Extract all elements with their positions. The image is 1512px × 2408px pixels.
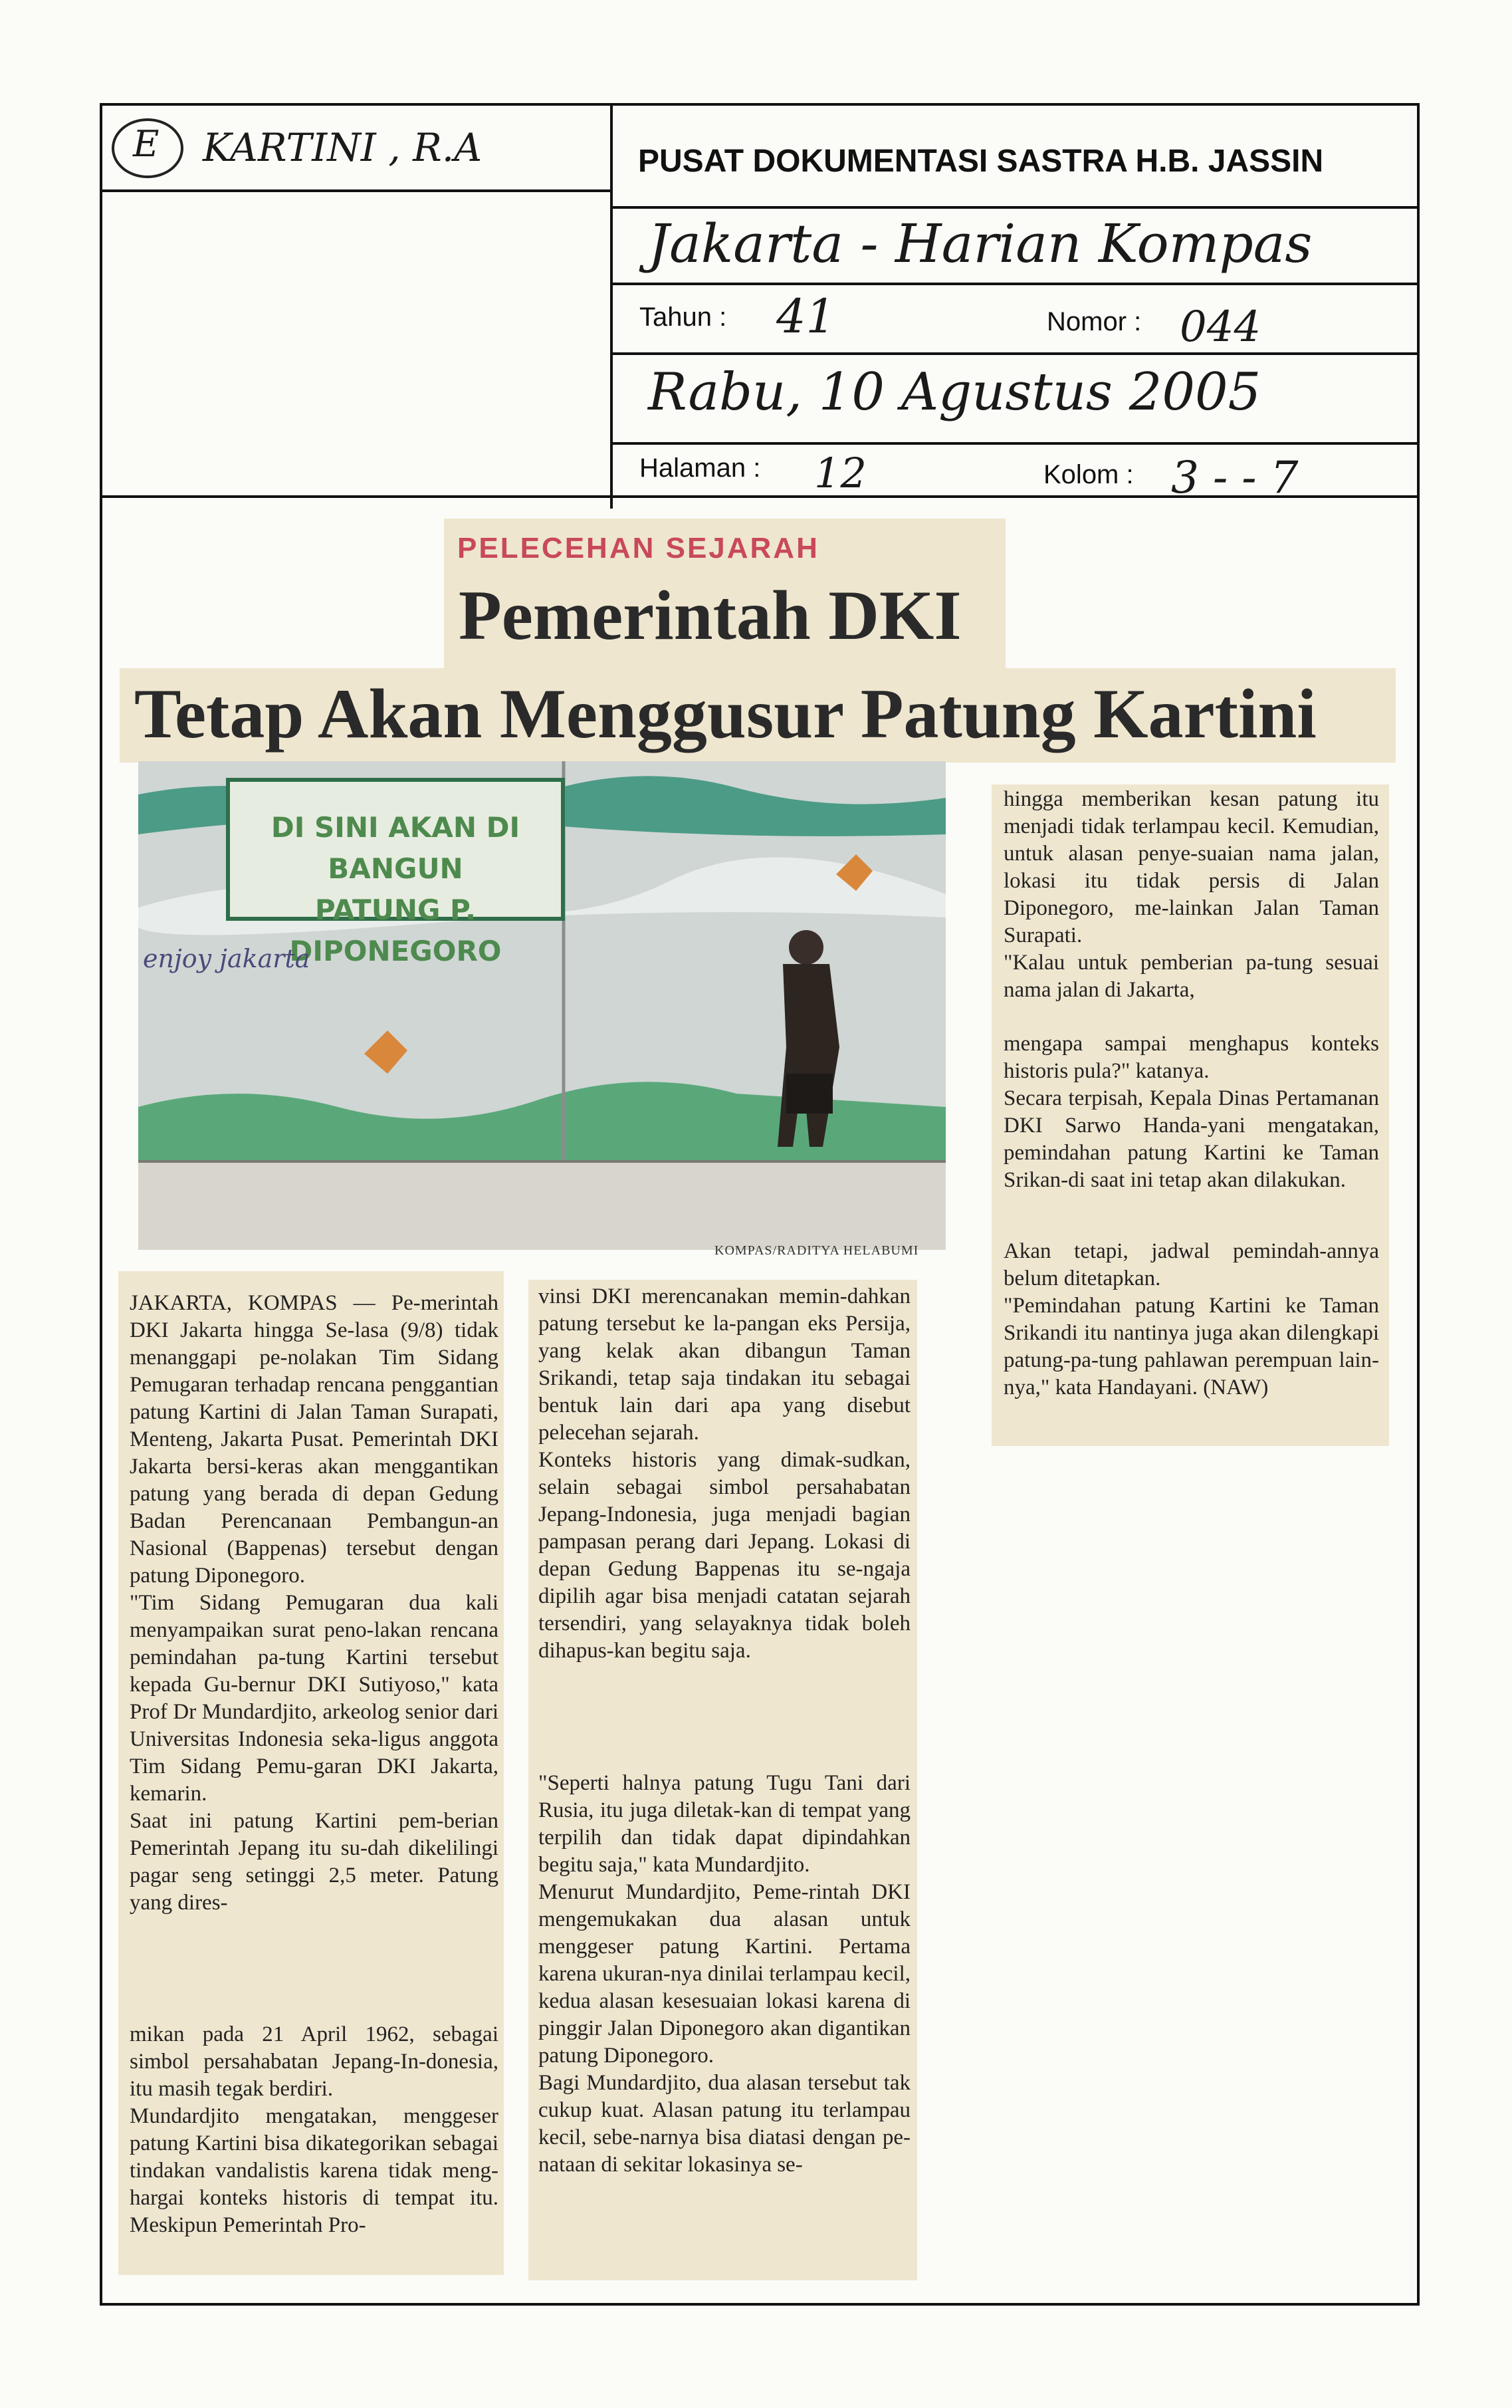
tag-note: KARTINI , R.A	[203, 125, 483, 170]
form-divider	[100, 189, 611, 192]
form-divider	[610, 352, 1420, 355]
halaman-label: Halaman :	[639, 453, 761, 483]
kicker: PELECEHAN SEJARAH	[457, 532, 819, 564]
nomor-value: 044	[1180, 302, 1261, 352]
kolom-value: 3 - - 7	[1171, 452, 1299, 503]
halaman-value: 12	[814, 449, 867, 497]
photo-logo: enjoy jakarta	[143, 944, 310, 973]
photo-credit: KOMPAS/RADITYA HELABUMI	[714, 1243, 919, 1258]
tag-letter: E	[133, 123, 160, 165]
kolom-label: Kolom :	[1043, 460, 1134, 489]
right-column-text: hingga memberikan kesan patung itu menjadi tidak terlampau kecil. Kemudian, untuk alasan penye-suaian nama jalan, lokasi itu tidak persis di Jalan Diponegoro, me-lainkan Jalan Taman Surapati. "Kalau untuk pemberian pa-tung sesuai nama jalan di Jakarta,	[1004, 787, 1379, 1002]
tahun-value: 41	[776, 289, 836, 344]
form-divider	[610, 103, 613, 509]
right-column-text-2: mengapa sampai menghapus konteks historis pula?" katanya. Secara terpisah, Kepala Dinas Pertamanan DKI Sarwo Handa-yani mengatakan, pemindahan patung Kartini ke Taman Srikan-di saat ini tetap akan dilakukan.	[1004, 1032, 1379, 1192]
archive-name: PUSAT DOKUMENTASI SASTRA H.B. JASSIN	[638, 144, 1324, 179]
photo-sign	[226, 778, 565, 967]
right-column-text-3: Akan tetapi, jadwal pemindah-annya belum ditetapkan. "Pemindahan patung Kartini ke Taman Srikandi itu nantinya juga akan dilengkapi patung-pa-tung pahlawan perempuan lain-nya," kata Handayani. (NAW)	[1004, 1239, 1379, 1399]
headline-1: Pemerintah DKI	[459, 576, 962, 654]
photo-sign-text: DI SINI AKAN DI BANGUN PATUNG P. DIPONEGORO	[270, 811, 520, 967]
left-column-text-2: mikan pada 21 April 1962, sebagai simbol persahabatan Jepang-In-donesia, itu masih tegak berdiri. Mundardjito mengatakan, menggeser patung Kartini bisa dikategorikan sebagai tindakan vandalistis karena tidak meng-hargai konteks historis di tempat itu. Meskipun Pemerintah Pro-	[130, 2022, 498, 2237]
source-handwritten: Jakarta - Harian Kompas	[648, 213, 1313, 275]
middle-column-text: vinsi DKI merencanakan memin-dahkan patung tersebut ke la-pangan eks Persija, yang kelak akan dibangun Taman Srikandi, tetap saja tindakan itu sebagai bentuk lain dari apa yang disebut pelecehan sejarah. Konteks historis yang dimak-sudkan, selain sebagai simbol persahabatan Jepang-Indonesia, juga menjadi bagian pampasan perang dari Jepang. Lokasi di depan Gedung Bappenas itu se-ngaja dipilih agar bisa menjadi catatan sejarah tersendiri, yang selayaknya tidak boleh dihapus-kan begitu saja.	[538, 1284, 911, 1663]
nomor-label: Nomor :	[1047, 307, 1142, 336]
date-handwritten: Rabu, 10 Agustus 2005	[648, 362, 1261, 422]
form-divider	[610, 442, 1420, 445]
headline-2: Tetap Akan Menggusur Patung Kartini	[134, 675, 1317, 753]
form-divider	[610, 206, 1420, 209]
tahun-label: Tahun :	[639, 302, 727, 332]
middle-column-text-2: "Seperti halnya patung Tugu Tani dari Rusia, itu juga diletak-kan di tempat yang terpilih dan tidak dapat dipindahkan begitu saja," kata Mundardjito. Menurut Mundardjito, Peme-rintah DKI mengemukakan dua alasan untuk menggeser patung Kartini. Pertama karena ukuran-nya dinilai terlampau kecil, kedua alasan kesesuaian lokasi karena di pinggir Jalan Diponegoro akan digantikan patung Diponegoro. Bagi Mundardjito, dua alasan tersebut tak cukup kuat. Alasan patung itu terlampau kecil, sebe-narnya bisa diatasi dengan pe-nataan di sekitar lokasinya se-	[538, 1771, 911, 2177]
form-divider	[610, 283, 1420, 285]
left-column-text: JAKARTA, KOMPAS — Pe-merintah DKI Jakarta hingga Se-lasa (9/8) tidak menanggapi pe-nolakan Tim Sidang Pemugaran terhadap rencana penggantian patung Kartini di Jalan Taman Surapati, Menteng, Jakarta Pusat. Pemerintah DKI Jakarta bersi-keras akan menggantikan patung yang berada di depan Gedung Badan Perencanaan Pembangun-an Nasional (Bappenas) tersebut dengan patung Diponegoro. "Tim Sidang Pemugaran dua kali menyampaikan surat peno-lakan rencana pemindahan pa-tung Kartini tersebut kepada Gu-bernur DKI Sutiyoso," kata Prof Dr Mundardjito, arkeolog senior dari Universitas Indonesia seka-ligus anggota Tim Sidang Pemu-garan DKI Jakarta, kemarin. Saat ini patung Kartini pem-berian Pemerintah Jepang itu su-dah dikelilingi pagar seng setinggi 2,5 meter. Patung yang dires-	[130, 1291, 498, 1915]
